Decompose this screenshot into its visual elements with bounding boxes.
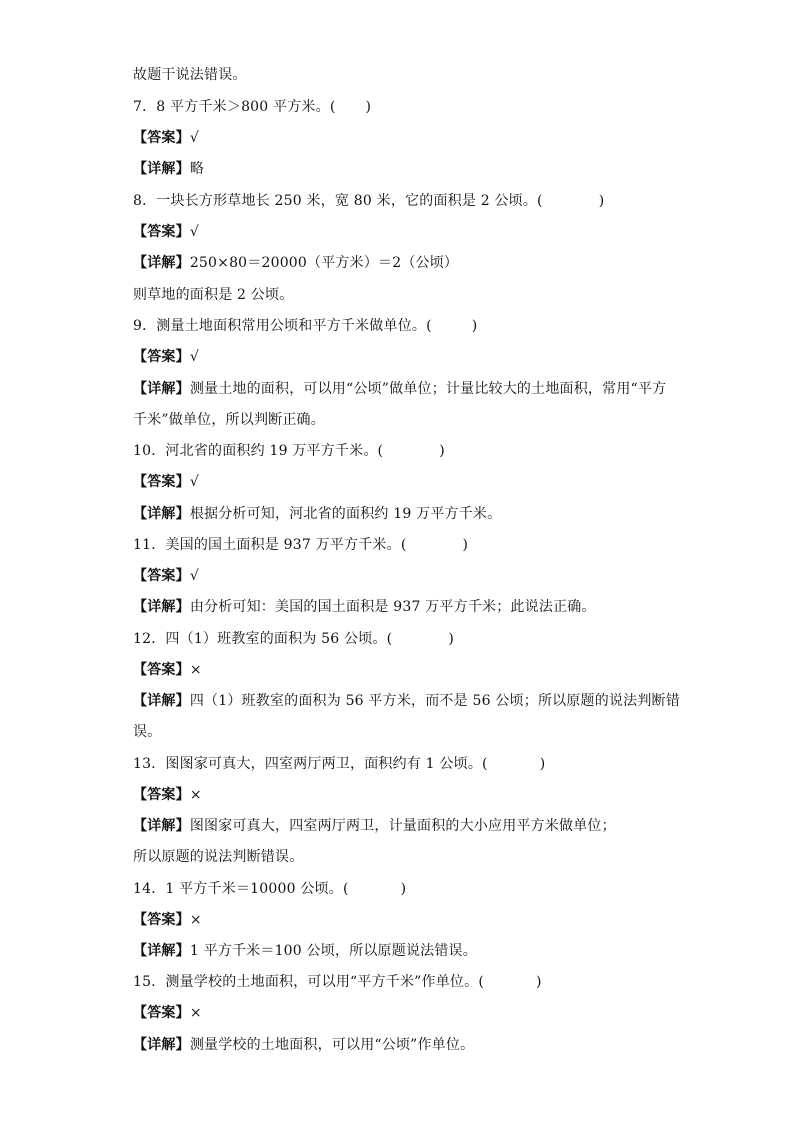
answer-value: √ [189,349,199,365]
answer-value: × [189,1005,202,1021]
explanation-line [133,692,680,710]
explanation-line [133,505,673,523]
answer-value: √ [189,130,199,146]
question-text: 8．一块长方形草地长 250 米，宽 80 米，它的面积是 2 公顷。( [133,193,543,209]
bracket-close: ) [400,881,407,897]
explanation-text: 略 [189,161,205,177]
explanation-text: 测量学校的土地面积，可以用“公顷”作单位。 [189,1037,475,1053]
answer-tag: 【答案】 [133,349,190,365]
answer-line [133,661,673,679]
bracket-close: ) [539,756,546,772]
question-12 [133,630,673,648]
answer-tag: 【答案】 [133,130,190,146]
explanation-text: 根据分析可知，河北省的面积约 19 万平方千米。 [189,506,502,522]
answer-line [133,223,673,241]
explanation-line [133,254,673,272]
question-text: 14．1 平方千米＝10000 公顷。( [133,881,349,897]
explanation-tag: 【详解】 [133,381,190,397]
answer-tag: 【答案】 [133,1005,190,1021]
answer-value: × [189,662,202,678]
answer-value: √ [189,568,199,584]
explanation-tag: 【详解】 [133,1037,190,1053]
explanation-tag: 【详解】 [133,818,190,834]
text-line [133,723,673,741]
line-text: 故题干说法错误。 [133,67,247,83]
line-text: 误。 [133,724,162,740]
question-10 [133,442,673,460]
explanation-tag: 【详解】 [133,255,190,271]
question-14 [133,880,673,898]
bracket-close: ) [439,443,445,459]
explanation-text: 由分析可知：美国的国土面积是 937 万平方千米；此说法正确。 [189,599,596,615]
explanation-tag: 【详解】 [133,506,190,522]
question-text: 15．测量学校的土地面积，可以用“平方千米”作单位。( [133,974,484,990]
question-text: 12．四（1）班教室的面积为 56 公顷。( [133,631,393,647]
answer-line [133,911,673,929]
explanation-text: 四（1）班教室的面积为 56 平方米，而不是 56 公顷；所以原题的说法判断错 [189,693,680,709]
explanation-text: 图图家可真大，四室两厅两卫，计量面积的大小应用平方米做单位； [189,818,616,834]
answer-value: √ [189,224,199,240]
answer-tag: 【答案】 [133,912,190,928]
line-text: 千米”做单位，所以判断正确。 [133,412,325,428]
question-9 [133,317,673,335]
question-text: 10．河北省的面积约 19 万平方千米。( [133,443,384,459]
explanation-line [133,160,673,178]
question-text: 11．美国的国土面积是 937 万平方千米。( [133,537,407,553]
explanation-text: 250×80＝20000（平方米）＝2（公顷） [189,255,459,271]
answer-tag: 【答案】 [133,787,190,803]
line-text: 所以原题的说法判断错误。 [133,849,304,865]
answer-tag: 【答案】 [133,568,190,584]
question-8 [133,192,673,210]
question-7 [133,98,673,116]
bracket-close: ) [471,318,478,334]
answer-tag: 【答案】 [133,224,190,240]
question-text: 9．测量土地面积常用公顷和平方千米做单位。( [133,318,432,334]
explanation-tag: 【详解】 [133,599,190,615]
text-line [133,286,673,304]
question-15 [133,973,673,991]
bracket-close: ) [365,99,372,115]
question-11 [133,536,673,554]
explanation-line [133,598,673,616]
answer-line [133,567,673,585]
question-text: 7．8 平方千米＞800 平方米。( [133,99,336,115]
question-text: 13．图图家可真大，四室两厅两卫，面积约有 1 公顷。( [133,756,488,772]
answer-line [133,786,673,804]
explanation-text: 测量土地的面积，可以用“公顷”做单位；计量比较大的土地面积，常用“平方 [189,381,667,397]
answer-tag: 【答案】 [133,662,190,678]
line-text: 则草地的面积是 2 公顷。 [133,287,294,303]
bracket-close: ) [598,193,605,209]
bracket-close: ) [462,537,469,553]
answer-line [133,348,673,366]
explanation-text: 1 平方千米＝100 公顷，所以原题说法错误。 [189,943,477,959]
explanation-line [133,817,673,835]
explanation-tag: 【详解】 [133,161,190,177]
explanation-tag: 【详解】 [133,943,190,959]
answer-line [133,129,673,147]
answer-value: × [189,787,202,803]
bracket-close: ) [448,631,454,647]
text-line [133,848,673,866]
explanation-line [133,1036,673,1054]
answer-value: √ [189,474,199,490]
answer-value: × [189,912,202,928]
bracket-close: ) [536,974,542,990]
question-13 [133,755,673,773]
answer-line [133,1004,673,1022]
text-line [133,66,673,84]
answer-tag: 【答案】 [133,474,190,490]
explanation-tag: 【详解】 [133,693,190,709]
text-line [133,411,673,429]
explanation-line [133,942,673,960]
answer-line [133,473,673,491]
explanation-line [133,380,673,398]
